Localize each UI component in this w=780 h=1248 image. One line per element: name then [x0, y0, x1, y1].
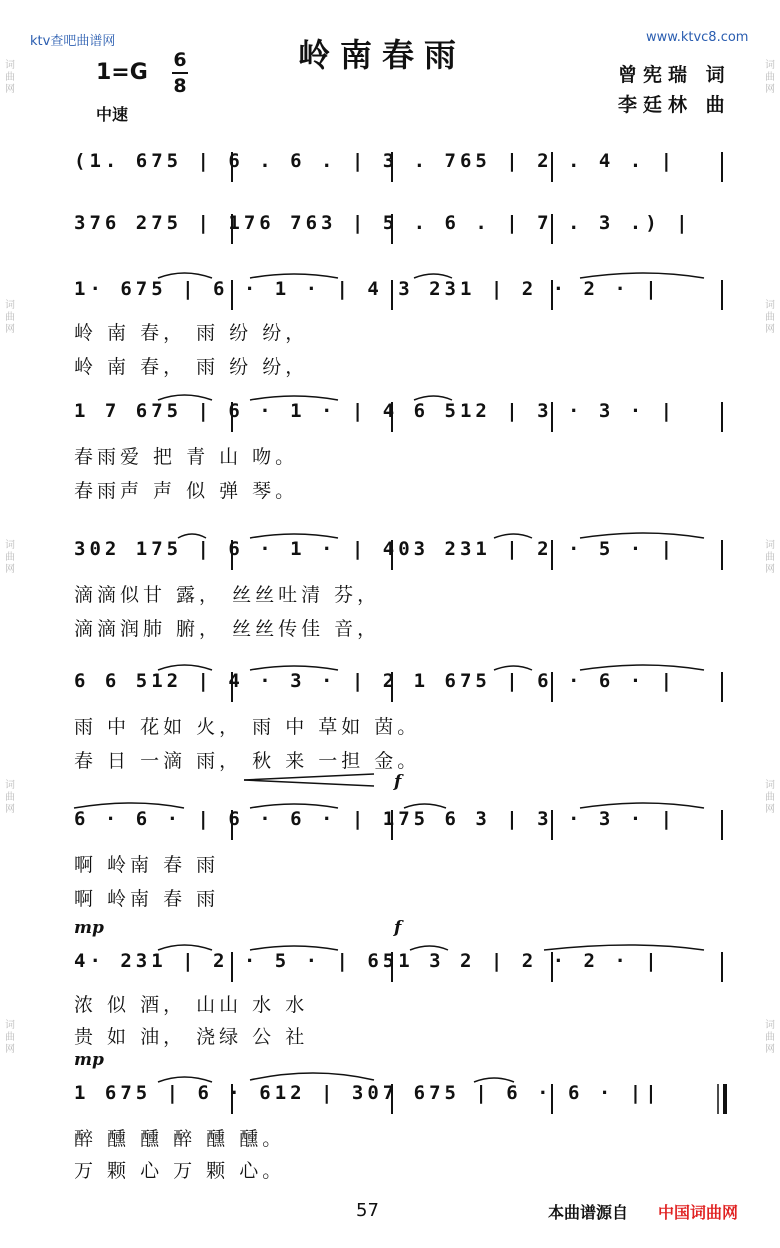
- side-watermark-right: 词曲网: [765, 300, 775, 335]
- score-row: [74, 1072, 734, 1116]
- notation-line: 1 7 675 | 6 · 1 · | 4 6 512 | 3 · 3 · |: [74, 400, 677, 422]
- lyrics-verse-2: 岭 南 春， 雨 纷 纷，: [74, 356, 309, 378]
- diminuendo-bottom: [244, 780, 374, 786]
- notation-line: 6 · 6 · | 6 · 6 · | 175 6 3 | 3 · 3 · |: [74, 808, 677, 830]
- lyrics-verse-1: 浓 似 酒， 山山 水 水: [74, 994, 309, 1016]
- side-watermark-left: 词曲网: [5, 300, 15, 335]
- lyrics-verse-2: 春雨声 声 似 弹 琴。: [74, 480, 299, 502]
- lyrics-verse-1: 春雨爱 把 青 山 吻。: [74, 446, 299, 468]
- lyrics-verse-2: 贵 如 油， 浇绿 公 社: [74, 1026, 309, 1048]
- meter-denominator: 8: [173, 75, 187, 97]
- dynamic-mezzo-piano: mp: [74, 1050, 104, 1070]
- source-label: 本曲谱源自: [548, 1203, 629, 1222]
- score-row: [74, 390, 734, 434]
- lyrics-verse-1: 醉 醺 醺 醉 醺 醺。: [74, 1128, 286, 1150]
- lyrics-verse-2: 春 日 一滴 雨， 秋 来 一担 金。: [74, 750, 421, 772]
- time-signature: [172, 48, 188, 98]
- score-row: [74, 660, 734, 704]
- lyrics-verse-1: 滴滴似甘 露， 丝丝吐清 芬，: [74, 584, 381, 606]
- song-title: 岭南春雨: [298, 36, 467, 74]
- dynamic-mezzo-piano: mp: [74, 918, 104, 938]
- site-watermark-right: www.ktvc8.com: [646, 30, 749, 45]
- key-signature: 1=G: [96, 60, 148, 85]
- notation-line: 302 175 | 6 · 1 · | 403 231 | 2 · 5 · |: [74, 538, 677, 560]
- notation-line: (1. 675 | 6 . 6 . | 3 . 765 | 2 . 4 . |: [74, 150, 677, 172]
- score-row: [74, 528, 734, 572]
- side-watermark-left: 词曲网: [5, 60, 15, 95]
- side-watermark-left: 词曲网: [5, 780, 15, 815]
- dynamic-forte: f: [394, 918, 402, 938]
- diminuendo-top: [244, 774, 374, 780]
- side-watermark-right: 词曲网: [765, 1020, 775, 1055]
- site-watermark-left: ktv查吧曲谱网: [30, 34, 116, 49]
- score-row: [74, 268, 734, 312]
- side-watermark-right: 词曲网: [765, 60, 775, 95]
- score-row: [74, 940, 734, 984]
- tempo-marking: 中速: [96, 105, 129, 124]
- page-number: 57: [356, 1200, 379, 1221]
- lyrics-verse-1: 啊 岭南 春 雨: [74, 854, 220, 876]
- lyrics-verse-2: 滴滴润肺 腑， 丝丝传佳 音，: [74, 618, 381, 640]
- notation-line: 376 275 | 176 763 | 5 . 6 . | 7 . 3 .) |: [74, 212, 692, 234]
- brand-link[interactable]: 中国词曲网: [658, 1203, 739, 1222]
- side-watermark-right: 词曲网: [765, 780, 775, 815]
- dynamic-forte: f: [394, 772, 402, 792]
- meter-numerator: 6: [173, 49, 187, 71]
- score-row: [74, 202, 734, 246]
- lyrics-verse-2: 啊 岭南 春 雨: [74, 888, 220, 910]
- lyrics-verse-1: 岭 南 春， 雨 纷 纷，: [74, 322, 309, 344]
- notation-line: 6 6 512 | 4 · 3 · | 2 1 675 | 6 · 6 · |: [74, 670, 677, 692]
- lyrics-verse-1: 雨 中 花如 火， 雨 中 草如 茵。: [74, 716, 421, 738]
- side-watermark-left: 词曲网: [5, 540, 15, 575]
- score-row: [74, 798, 734, 842]
- score-row: [74, 140, 734, 184]
- lyricist-credit: 曾宪瑞 词: [618, 64, 731, 86]
- notation-line: 1· 675 | 6 · 1 · | 4 3 231 | 2 · 2 · |: [74, 278, 661, 300]
- notation-line: 1 675 | 6 · 612 | 307 675 | 6 · 6 · ||: [74, 1082, 661, 1104]
- composer-credit: 李廷林 曲: [618, 94, 731, 116]
- side-watermark-right: 词曲网: [765, 540, 775, 575]
- side-watermark-left: 词曲网: [5, 1020, 15, 1055]
- lyrics-verse-2: 万 颗 心 万 颗 心。: [74, 1160, 286, 1182]
- notation-line: 4· 231 | 2 · 5 · | 651 3 2 | 2 · 2 · |: [74, 950, 661, 972]
